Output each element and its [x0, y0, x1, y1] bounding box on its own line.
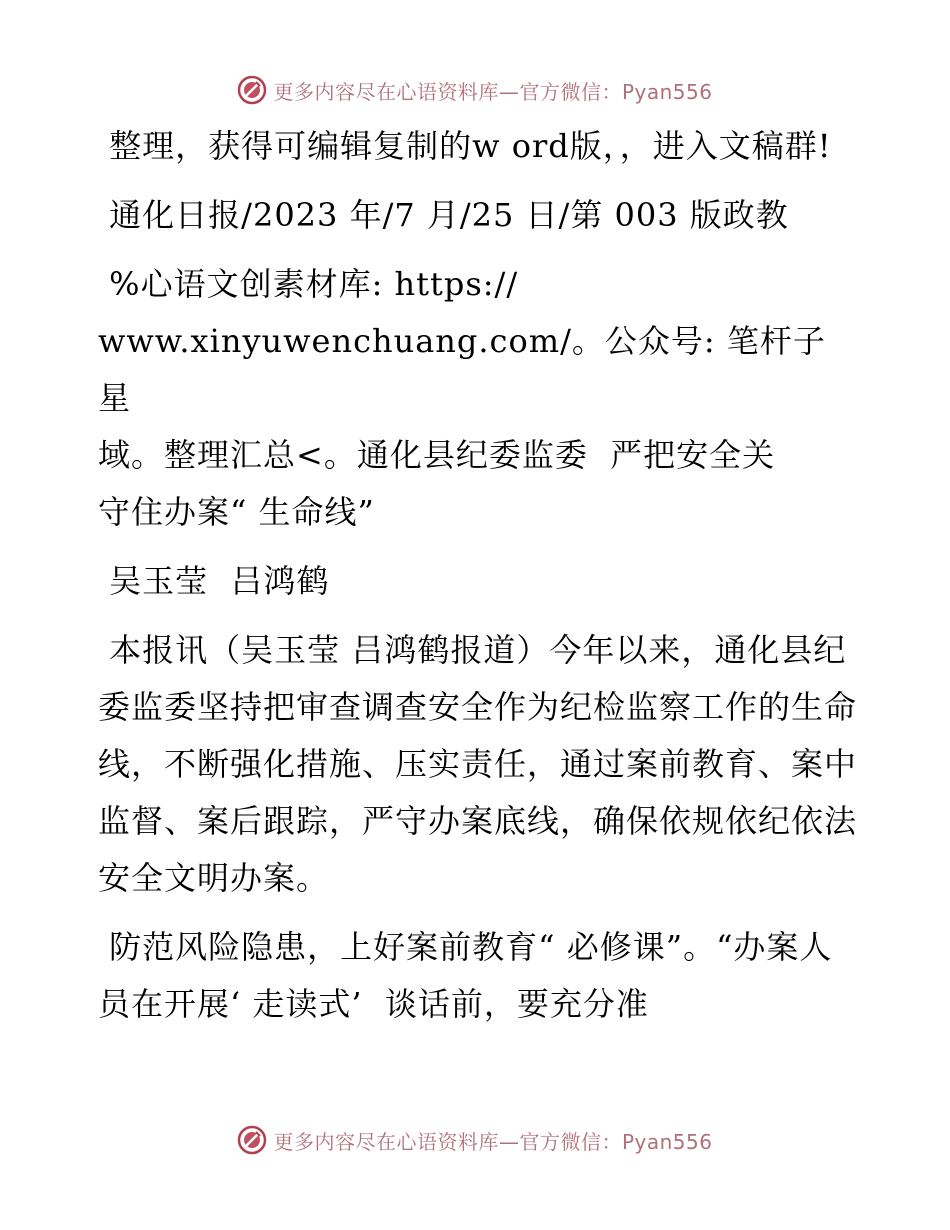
intro-paragraph: 整理，获得可编辑复制的w ord版，，进入文稿群! — [98, 127, 832, 165]
source-line: 通化日报/2023 年/7 月/25 日/第 003 版政教 — [98, 196, 789, 234]
footer-watermark — [0, 1120, 950, 1160]
body-paragraph: 防范风险隐患，上好案前教育“ 必修课”。“办案人员在开展‘ 走读式’ 谈话前，要充分准 — [98, 928, 833, 1023]
watermark-text: 更多内容尽在心语资料库—官方微信：Pyan556 — [273, 79, 713, 104]
header-watermark — [0, 70, 950, 110]
watermark-text: 更多内容尽在心语资料库—官方微信：Pyan556 — [273, 1129, 713, 1154]
body-paragraph: 本报讯（吴玉莹 吕鸿鹤报道）今年以来，通化县纪委监委坚持把审查调查安全作为纪检监察工作的生命线，不断强化措施、压实责任，通过案前教育、案中监督、案后跟踪，严守办案底线，确保依规依纪依法安全文明办案。 — [98, 631, 858, 897]
pen-seal-icon — [237, 1125, 267, 1155]
byline: 吴玉莹 吕鸿鹤 — [98, 562, 330, 600]
title-paragraph: %心语文创素材库: https:// www.xinyuwenchuang.com/。公众号: 笔杆子星 域。整理汇总<。通化县纪委监委 严把安全关 守住办案“ 生命线” — [98, 265, 826, 531]
pen-seal-icon — [237, 75, 267, 105]
document-body — [98, 118, 858, 1045]
